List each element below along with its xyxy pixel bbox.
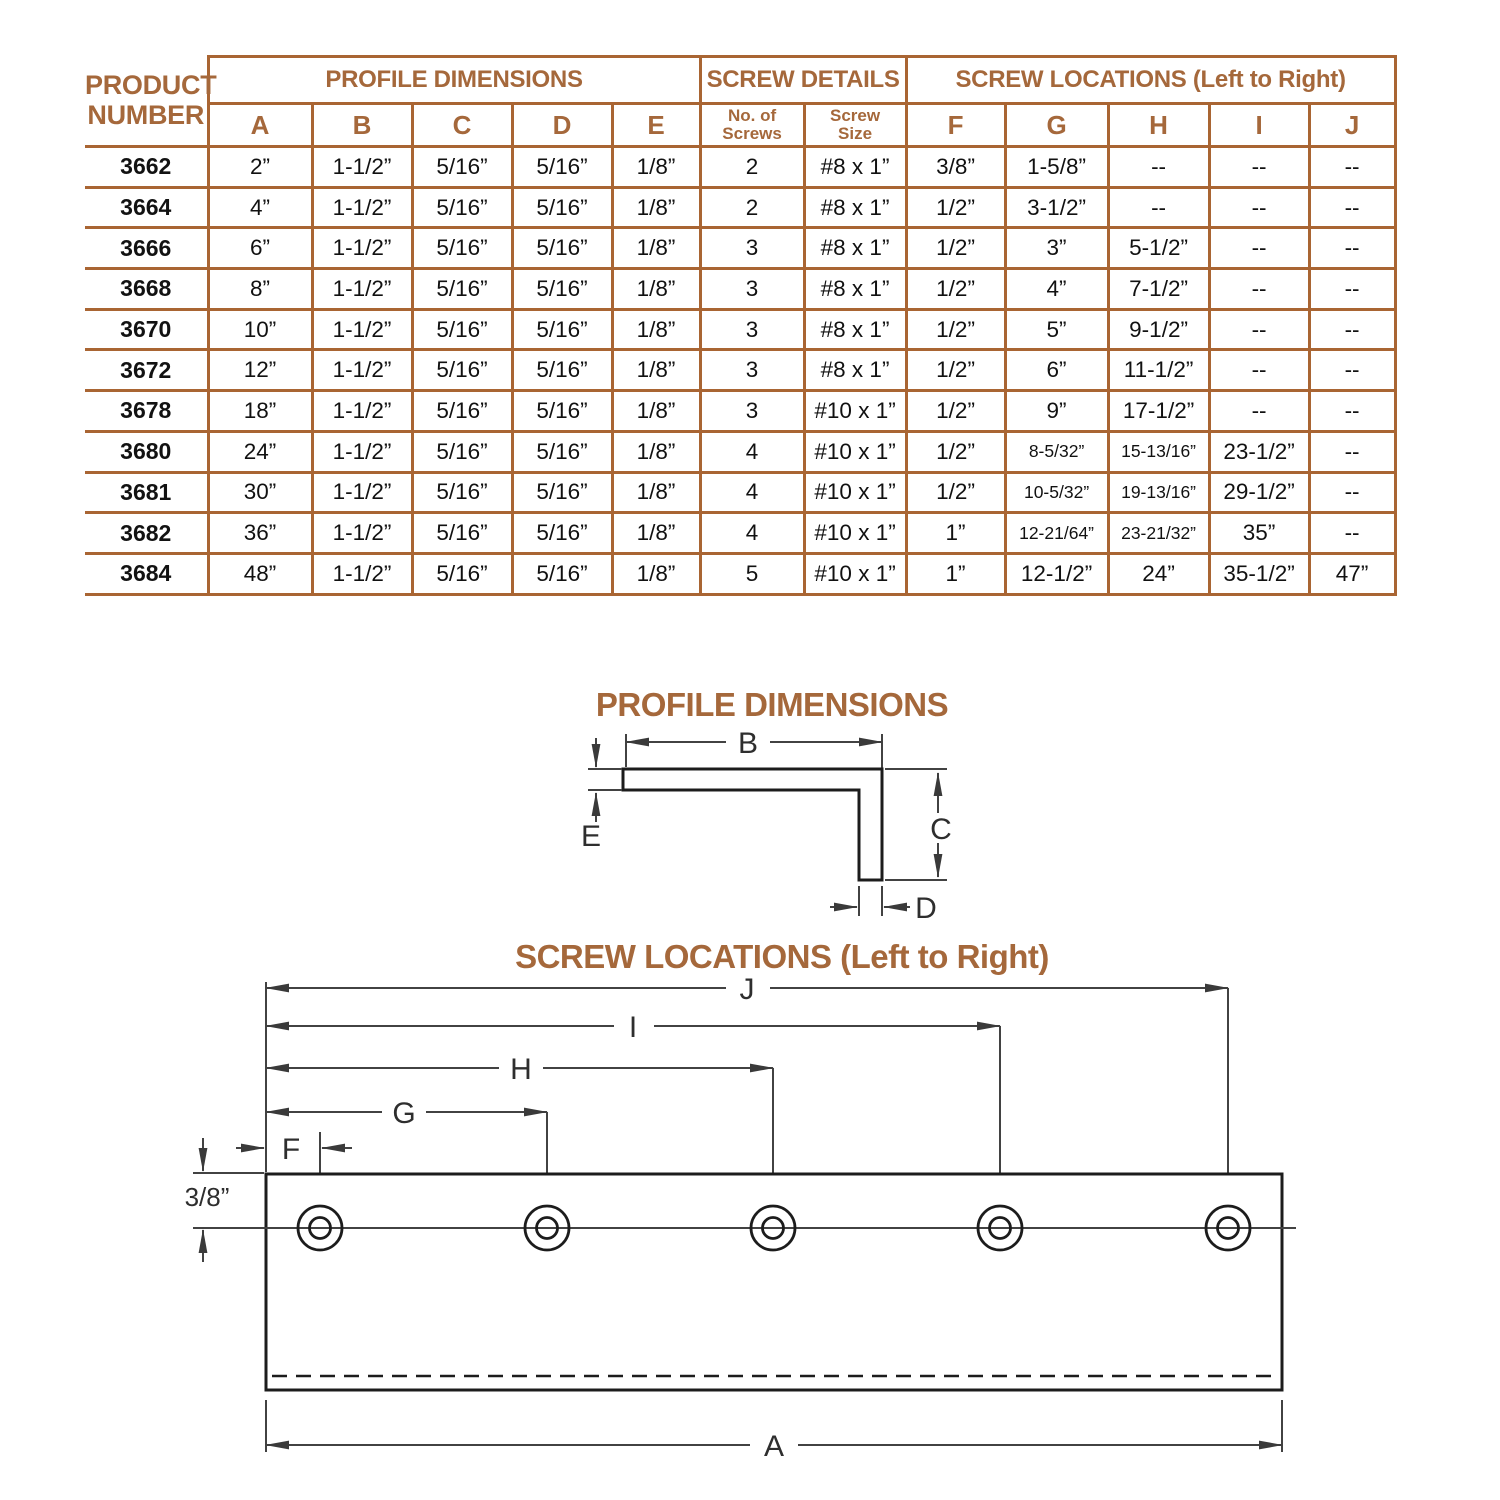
table-cell: #8 x 1” [804, 187, 906, 228]
column-header-b: B [312, 104, 412, 147]
table-cell: 2 [700, 187, 804, 228]
table-cell: 6” [1005, 350, 1108, 391]
table-cell: -- [1309, 391, 1395, 432]
column-header-i: I [1209, 104, 1309, 147]
table-row [85, 269, 1395, 310]
table-cell: 1/8” [612, 513, 700, 554]
table-cell: 9-1/2” [1108, 309, 1209, 350]
dim-label-a: A [763, 1430, 785, 1463]
table-cell: 5/16” [512, 350, 612, 391]
product-number-cell: 3682 [85, 513, 208, 554]
table-cell: -- [1309, 513, 1395, 554]
table-cell: 5 [700, 553, 804, 594]
product-header-line: NUMBER [87, 99, 205, 130]
table-cell: 10” [208, 309, 312, 350]
table-cell: 1/8” [612, 309, 700, 350]
dim-label-g: G [392, 1097, 416, 1130]
table-cell: #8 x 1” [804, 147, 906, 188]
table-cell: 3 [700, 269, 804, 310]
table-cell: #8 x 1” [804, 269, 906, 310]
table-cell: 3 [700, 391, 804, 432]
table-cell: -- [1309, 350, 1395, 391]
table-cell: 9” [1005, 391, 1108, 432]
table-cell: 4” [1005, 269, 1108, 310]
screw-locations-title: SCREW LOCATIONS (Left to Right) [515, 938, 1049, 975]
table-cell: 2” [208, 147, 312, 188]
table-cell: 5/16” [512, 147, 612, 188]
table-cell: 1-5/8” [1005, 147, 1108, 188]
profile-diagram-title: PROFILE DIMENSIONS [595, 686, 949, 723]
table-cell: 5/16” [512, 309, 612, 350]
table-cell: 5/16” [412, 228, 512, 269]
table-cell: 5/16” [412, 309, 512, 350]
table-cell: 24” [1108, 553, 1209, 594]
table-cell: 1” [906, 513, 1005, 554]
table-cell: 5” [1005, 309, 1108, 350]
table-row [85, 187, 1395, 228]
table-cell: 1/2” [906, 309, 1005, 350]
table-cell: 1/8” [612, 431, 700, 472]
dim-label-j: J [739, 973, 755, 1006]
product-number-cell: 3670 [85, 309, 208, 350]
table-cell: 5/16” [512, 513, 612, 554]
table-cell: 1/2” [906, 350, 1005, 391]
table-cell: 5-1/2” [1108, 228, 1209, 269]
table-cell: 48” [208, 553, 312, 594]
table-cell: 1/2” [906, 228, 1005, 269]
table-cell: -- [1209, 228, 1309, 269]
product-number-cell: 3678 [85, 391, 208, 432]
table-group-header-row [85, 57, 1395, 104]
table-cell: 23-21/32” [1108, 513, 1209, 554]
column-header-h: H [1108, 104, 1209, 147]
table-cell: 1-1/2” [312, 228, 412, 269]
table-cell: 24” [208, 431, 312, 472]
dim-label-h: H [510, 1053, 532, 1086]
table-row [85, 472, 1395, 513]
column-header-screw-size: Screw Size [804, 104, 906, 147]
column-header-a: A [208, 104, 312, 147]
table-cell: 5/16” [512, 228, 612, 269]
table-cell: 1/2” [906, 391, 1005, 432]
table-cell: 36” [208, 513, 312, 554]
product-number-cell: 3680 [85, 431, 208, 472]
table-cell: 1/2” [906, 187, 1005, 228]
table-cell: -- [1108, 147, 1209, 188]
table-cell: -- [1309, 431, 1395, 472]
table-cell: 1” [906, 553, 1005, 594]
table-cell: 1/8” [612, 553, 700, 594]
table-cell: -- [1309, 228, 1395, 269]
column-header-e: E [612, 104, 700, 147]
table-cell: 1/8” [612, 187, 700, 228]
table-cell: #8 x 1” [804, 228, 906, 269]
column-header-d: D [512, 104, 612, 147]
table-cell: 1/8” [612, 350, 700, 391]
table-row [85, 350, 1395, 391]
table-cell: 4” [208, 187, 312, 228]
table-cell: 19-13/16” [1108, 472, 1209, 513]
table-cell: 5/16” [512, 269, 612, 310]
table-cell: #10 x 1” [804, 553, 906, 594]
table-cell: 1-1/2” [312, 431, 412, 472]
dim-label-e: E [580, 820, 602, 853]
profile-outline [623, 769, 882, 880]
group-header-screw-details: SCREW DETAILS [700, 57, 906, 104]
table-cell: -- [1209, 391, 1309, 432]
table-cell: -- [1309, 187, 1395, 228]
table-cell: -- [1309, 309, 1395, 350]
table-cell: 8-5/32” [1005, 431, 1108, 472]
table-cell: 1-1/2” [312, 513, 412, 554]
table-cell: 5/16” [412, 147, 512, 188]
table-row [85, 309, 1395, 350]
table-cell: 29-1/2” [1209, 472, 1309, 513]
product-number-cell: 3666 [85, 228, 208, 269]
product-number-cell: 3664 [85, 187, 208, 228]
table-row [85, 228, 1395, 269]
table-cell: 30” [208, 472, 312, 513]
table-cell: 12” [208, 350, 312, 391]
table-cell: 3 [700, 309, 804, 350]
table-cell: 1/2” [906, 431, 1005, 472]
table-cell: 5/16” [412, 553, 512, 594]
table-cell: 11-1/2” [1108, 350, 1209, 391]
table-cell: -- [1309, 147, 1395, 188]
table-cell: 6” [208, 228, 312, 269]
column-header-c: C [412, 104, 512, 147]
table-cell: 3-1/2” [1005, 187, 1108, 228]
table-cell: 1-1/2” [312, 309, 412, 350]
table-cell: #10 x 1” [804, 472, 906, 513]
table-cell: 1/8” [612, 147, 700, 188]
table-cell: 1-1/2” [312, 350, 412, 391]
table-cell: 2 [700, 147, 804, 188]
table-cell: 5/16” [512, 187, 612, 228]
table-cell: 5/16” [512, 553, 612, 594]
group-header-profile-dimensions: PROFILE DIMENSIONS [208, 57, 700, 104]
table-cell: 47” [1309, 553, 1395, 594]
table-cell: 1-1/2” [312, 269, 412, 310]
table-row [85, 553, 1395, 594]
table-cell: -- [1108, 187, 1209, 228]
table-cell: 3 [700, 350, 804, 391]
table-cell: 1-1/2” [312, 472, 412, 513]
table-cell: 4 [700, 513, 804, 554]
table-cell: 5/16” [412, 431, 512, 472]
screw-locations-diagram [185, 938, 1296, 1463]
table-cell: 8” [208, 269, 312, 310]
table-cell: #10 x 1” [804, 431, 906, 472]
table-cell: 5/16” [412, 187, 512, 228]
table-cell: -- [1209, 309, 1309, 350]
offset-label: 3/8” [184, 1182, 230, 1212]
table-cell: 12-21/64” [1005, 513, 1108, 554]
table-cell: 35-1/2” [1209, 553, 1309, 594]
table-row [85, 147, 1395, 188]
table-cell: 7-1/2” [1108, 269, 1209, 310]
table-cell: 5/16” [512, 472, 612, 513]
dim-label-i: I [628, 1011, 638, 1044]
column-header-no-of-screws: No. of Screws [700, 104, 804, 147]
product-header-line: PRODUCT [85, 70, 217, 101]
table-cell: 5/16” [512, 391, 612, 432]
table-cell: 5/16” [412, 269, 512, 310]
table-cell: -- [1309, 472, 1395, 513]
table-cell: -- [1209, 187, 1309, 228]
table-row [85, 431, 1395, 472]
column-header-g: G [1005, 104, 1108, 147]
table-cell: 3 [700, 228, 804, 269]
table-cell: 4 [700, 472, 804, 513]
product-number-header [85, 57, 217, 147]
table-cell: 18” [208, 391, 312, 432]
product-spec-table [85, 55, 1397, 596]
table-cell: 5/16” [412, 391, 512, 432]
table-cell: 5/16” [512, 431, 612, 472]
table-cell: 5/16” [412, 350, 512, 391]
product-number-cell: 3681 [85, 472, 208, 513]
table-cell: 1/2” [906, 269, 1005, 310]
table-cell: 1/8” [612, 391, 700, 432]
table-cell: 5/16” [412, 472, 512, 513]
dim-label-b: B [737, 727, 759, 760]
table-row [85, 513, 1395, 554]
table-cell: #10 x 1” [804, 391, 906, 432]
table-subheader-row [85, 104, 1395, 147]
product-number-cell: 3684 [85, 553, 208, 594]
table-cell: 15-13/16” [1108, 431, 1209, 472]
table-body [85, 147, 1395, 595]
table-cell: 5/16” [412, 513, 512, 554]
table-cell: 1-1/2” [312, 553, 412, 594]
dim-label-f: F [281, 1133, 301, 1166]
table-cell: 3/8” [906, 147, 1005, 188]
table-cell: -- [1309, 269, 1395, 310]
table-cell: 1-1/2” [312, 147, 412, 188]
table-cell: -- [1209, 269, 1309, 310]
table-cell: 1/8” [612, 228, 700, 269]
column-header-j: J [1309, 104, 1395, 147]
table-cell: 12-1/2” [1005, 553, 1108, 594]
table-cell: #8 x 1” [804, 309, 906, 350]
table-cell: 1-1/2” [312, 187, 412, 228]
table-cell: 1/8” [612, 269, 700, 310]
table-cell: 10-5/32” [1005, 472, 1108, 513]
table-cell: 1/2” [906, 472, 1005, 513]
table-cell: 1-1/2” [312, 391, 412, 432]
table-row [85, 391, 1395, 432]
table-cell: 4 [700, 431, 804, 472]
table-cell: 23-1/2” [1209, 431, 1309, 472]
table-cell: #8 x 1” [804, 350, 906, 391]
table-cell: 17-1/2” [1108, 391, 1209, 432]
product-number-cell: 3662 [85, 147, 208, 188]
profile-diagram [581, 686, 952, 925]
table-cell: -- [1209, 350, 1309, 391]
product-number-cell: 3672 [85, 350, 208, 391]
table-cell: 1/8” [612, 472, 700, 513]
table-cell: #10 x 1” [804, 513, 906, 554]
dim-label-c: C [930, 813, 952, 846]
dim-label-d: D [915, 892, 937, 925]
table-cell: -- [1209, 147, 1309, 188]
product-number-cell: 3668 [85, 269, 208, 310]
table-cell: 3” [1005, 228, 1108, 269]
group-header-screw-locations: SCREW LOCATIONS (Left to Right) [906, 57, 1395, 104]
column-header-f: F [906, 104, 1005, 147]
table-cell: 35” [1209, 513, 1309, 554]
